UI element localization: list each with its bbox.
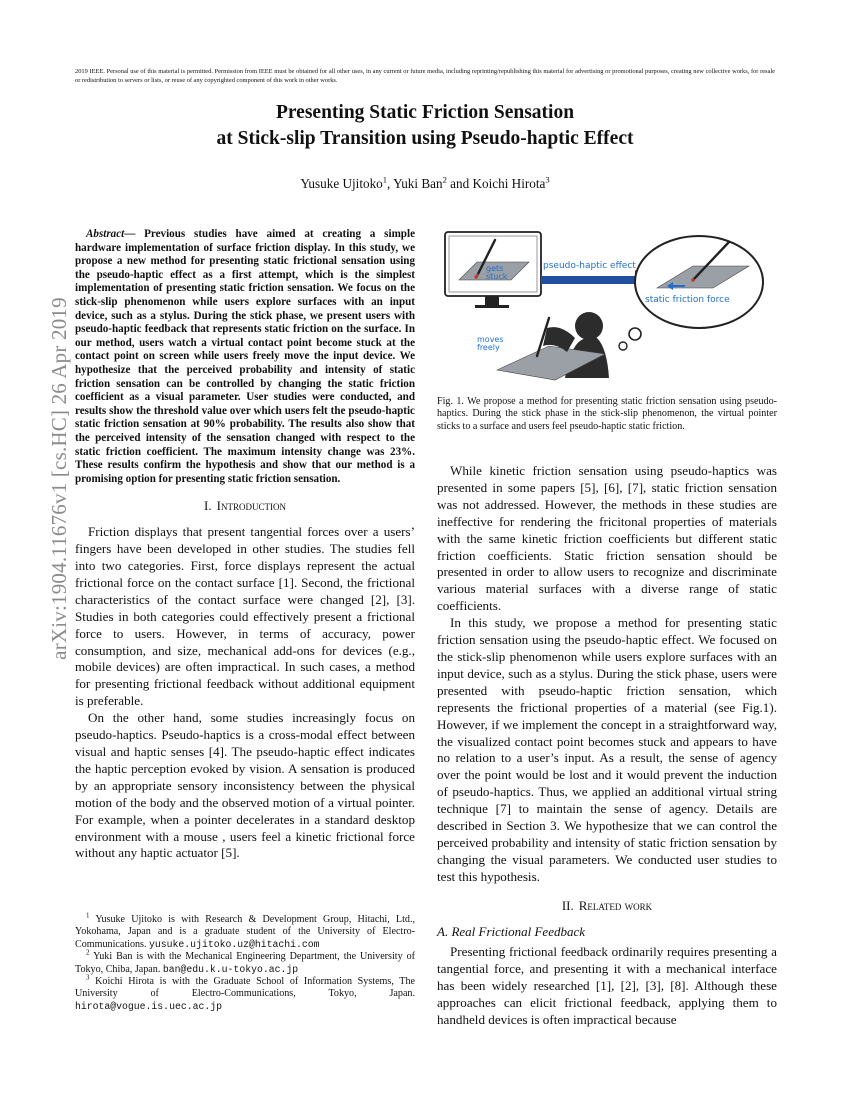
figure-caption: Fig. 1. We propose a method for presenting static friction sensation using pseudo-haptics. During the stick phase in the stick-slip phenomenon, the virtual pointer sticks to a surface and users feel pseudo-haptic static friction. bbox=[437, 396, 777, 432]
author-1-affil: 1 bbox=[382, 174, 388, 185]
label-static-friction-force: static friction force bbox=[645, 295, 730, 305]
copyright-notice: 2019 IEEE. Personal use of this material is permitted. Permission from IEEE must be obtained for all other uses, in any current or future media, including reprinting/republishing this material for advertising or promotional purposes, creating new collective works, for resale or redistribution to servers or lists, or reuse of any copyrighted component of this work in other works. bbox=[75, 68, 775, 84]
author-3: Koichi Hirota bbox=[472, 176, 546, 191]
label-gets: gets bbox=[486, 264, 504, 273]
person-illustration bbox=[477, 312, 609, 380]
right-paragraph-1: While kinetic friction sensation using pseudo-haptics was presented in some papers [5], [6], [7], static friction sensation was not addressed. However, the methods in these studies are ineffective for rendering the fricitonal properties of materials with the same kinetic friction coefficients but different static friction coefficients. Static friction sensation should be presented in order to allow users to recognize and discriminate various material surfaces with a diverse range of static coefficients. bbox=[437, 463, 777, 614]
abstract-text: — Previous studies have aimed at creating a simple hardware implementation of surface friction display. In this study, we propose a new method for presenting static frictional sensation using the pseudo-haptic effect as a first attempt, which is the simplest implementation of presenting static friction sensation. We focus on the stick-slip phenomenon while users explore surfaces with an input device, such as a stylus. During the stick phase, we present users with pseudo-haptic feedback that represents static friction on the surface. In our method, users watch a virtual contact point become stuck at the contact point on screen while users freely move the input device. We hypothesize that the perceived probability and intensity of static friction sensation can be controlled by changing the static friction coefficient as a visual parameter. User studies were conducted, and results show the threshold value over which users felt the pseudo-haptic static friction sensation at 90% probability. The results also show that the perceived intensity of the sensation changed with respect to the static friction coefficient. The maximum intensity change was 23%. These results confirm the hypothesis and show that our method is a promising option for presenting static friction sensation. bbox=[75, 228, 415, 485]
arxiv-stamp bbox=[48, 263, 70, 693]
title-line-2: at Stick-slip Transition using Pseudo-haptic Effect bbox=[216, 128, 634, 149]
email-link[interactable]: yusuke.ujitoko.uz@hitachi.com bbox=[149, 938, 320, 950]
title-line-1: Presenting Static Friction Sensation bbox=[275, 102, 575, 123]
author-2-affil: 2 bbox=[442, 174, 447, 185]
author-1: Yusuke Ujitoko bbox=[300, 176, 383, 191]
thought-bubble bbox=[619, 236, 763, 350]
footnote-1: $^1$ Yusuke Ujitoko is with Research & Development Group, Hitachi, Ltd., Yokohama, Japan and is a graduate student of the University of Electro-Communications. yusuke.ujitoko.uz@hitachi.com bbox=[75, 911, 415, 950]
arxiv-id: arXiv:1904.11676v1 [cs.HC] 26 Apr 2019 bbox=[46, 296, 71, 660]
label-stuck: stuck bbox=[486, 272, 508, 281]
intro-paragraph-2: On the other hand, some studies increasingly focus on pseudo-haptics. Pseudo-haptics is a cross-modal effect between visual and haptic senses [4]. The pseudo-haptic effect indicates the haptic perception evoked by vision. A sensation is produced by an appropriate sensory inconsistency between the physical motion of the body and the observed motion of a virtual pointer. For example, when a pointer decelerates in a standard desktop environment with a mouse , users feel a kinetic frictional force without any haptic actuator [5]. bbox=[75, 710, 415, 861]
author-list: Yusuke Ujitoko$^1$, Yuki Ban$^2$ and Koichi Hirota$^3$ bbox=[300, 174, 550, 191]
label-freely: freely bbox=[477, 343, 500, 352]
author-2: Yuki Ban bbox=[393, 176, 443, 191]
footnote-2: $^2$ Yuki Ban is with the Mechanical Engineering Department, the University of Tokyo, Chiba, Japan. ban@edu.k.u-tokyo.ac.jp bbox=[75, 948, 415, 975]
right-column bbox=[437, 463, 777, 1029]
abstract bbox=[75, 228, 415, 486]
left-column bbox=[75, 228, 415, 862]
monitor-illustration bbox=[445, 232, 541, 308]
intro-paragraph-1: Friction displays that present tangential forces over a users’ fingers have been developed in other studies. The studies fell into two categories. First, force displays represent the actual frictional force on the contact surface [1]. Second, the frictional characteristics of the contact surface were changed [2], [3]. Studies in both categories could effectively present a frictional force to users. However, in terms of accuracy, power consumption, and size, mechanical add-ons for devices (e.g., mobile devices) are often impractical. In such cases, a method for presenting frictional feedback without additional equipment is preferable. bbox=[75, 524, 415, 709]
section-heading-introduction: I. Introduction bbox=[204, 498, 286, 514]
email-link[interactable]: ban@edu.k.u-tokyo.ac.jp bbox=[162, 963, 299, 975]
author-3-affil: 3 bbox=[545, 174, 550, 185]
pseudo-haptic-arrow bbox=[541, 261, 649, 290]
right-paragraph-2: In this study, we propose a method for presenting static friction sensation using the pseudo-haptic effect. We focused on the stick-slip phenomenon while users explore surfaces with an input device, such as a stylus. During the stick phase, users were presented with pseudo-haptic friction sensation, which represents the frictional properties of a material (see Fig.1). However, if we implement the concept in a straightforward way, the visualized contact point becomes stuck and appears to have no relation to a user’s input. As a result, the sense of agency over the point would be lost and it would prevent the induction of pseudo-haptics. Thus, we applied an additional virtual string technique [7] to maintain the sense of agency. Details are described in Section 3. We hypothesize that we can control the perceived probability and intensity of static friction sensation by changing the visual parameters. We conducted user studies to test this hypothesis. bbox=[437, 615, 777, 884]
footnotes bbox=[75, 911, 415, 1013]
email-link[interactable]: hirota@vogue.is.uec.ac.jp bbox=[75, 1000, 222, 1012]
figure-1 bbox=[437, 228, 777, 398]
right-paragraph-3: Presenting frictional feedback ordinarily requires presenting a tangential force, and presenting it with a mechanical interface has been widely researched [1], [2], [3], [8]. Although these approaches can elicit frictional feedback, applying them to handheld devices is often impractical because bbox=[437, 944, 777, 1028]
label-pseudo-haptic-effect: pseudo-haptic effect bbox=[543, 261, 636, 271]
paper-title bbox=[75, 100, 775, 152]
footnote-3: $^3$ Koichi Hirota is with the Graduate School of Information Systems, The University of Electro-Communications, Tokyo, Japan. hirota@vogue.is.uec.ac.jp bbox=[75, 973, 415, 1012]
label-moves: moves bbox=[477, 335, 504, 344]
subsection-heading-real-frictional-feedback: A. Real Frictional Feedback bbox=[437, 923, 586, 939]
section-heading-related-work: II. Related work bbox=[561, 897, 653, 913]
abstract-label: Abstract bbox=[86, 228, 125, 240]
